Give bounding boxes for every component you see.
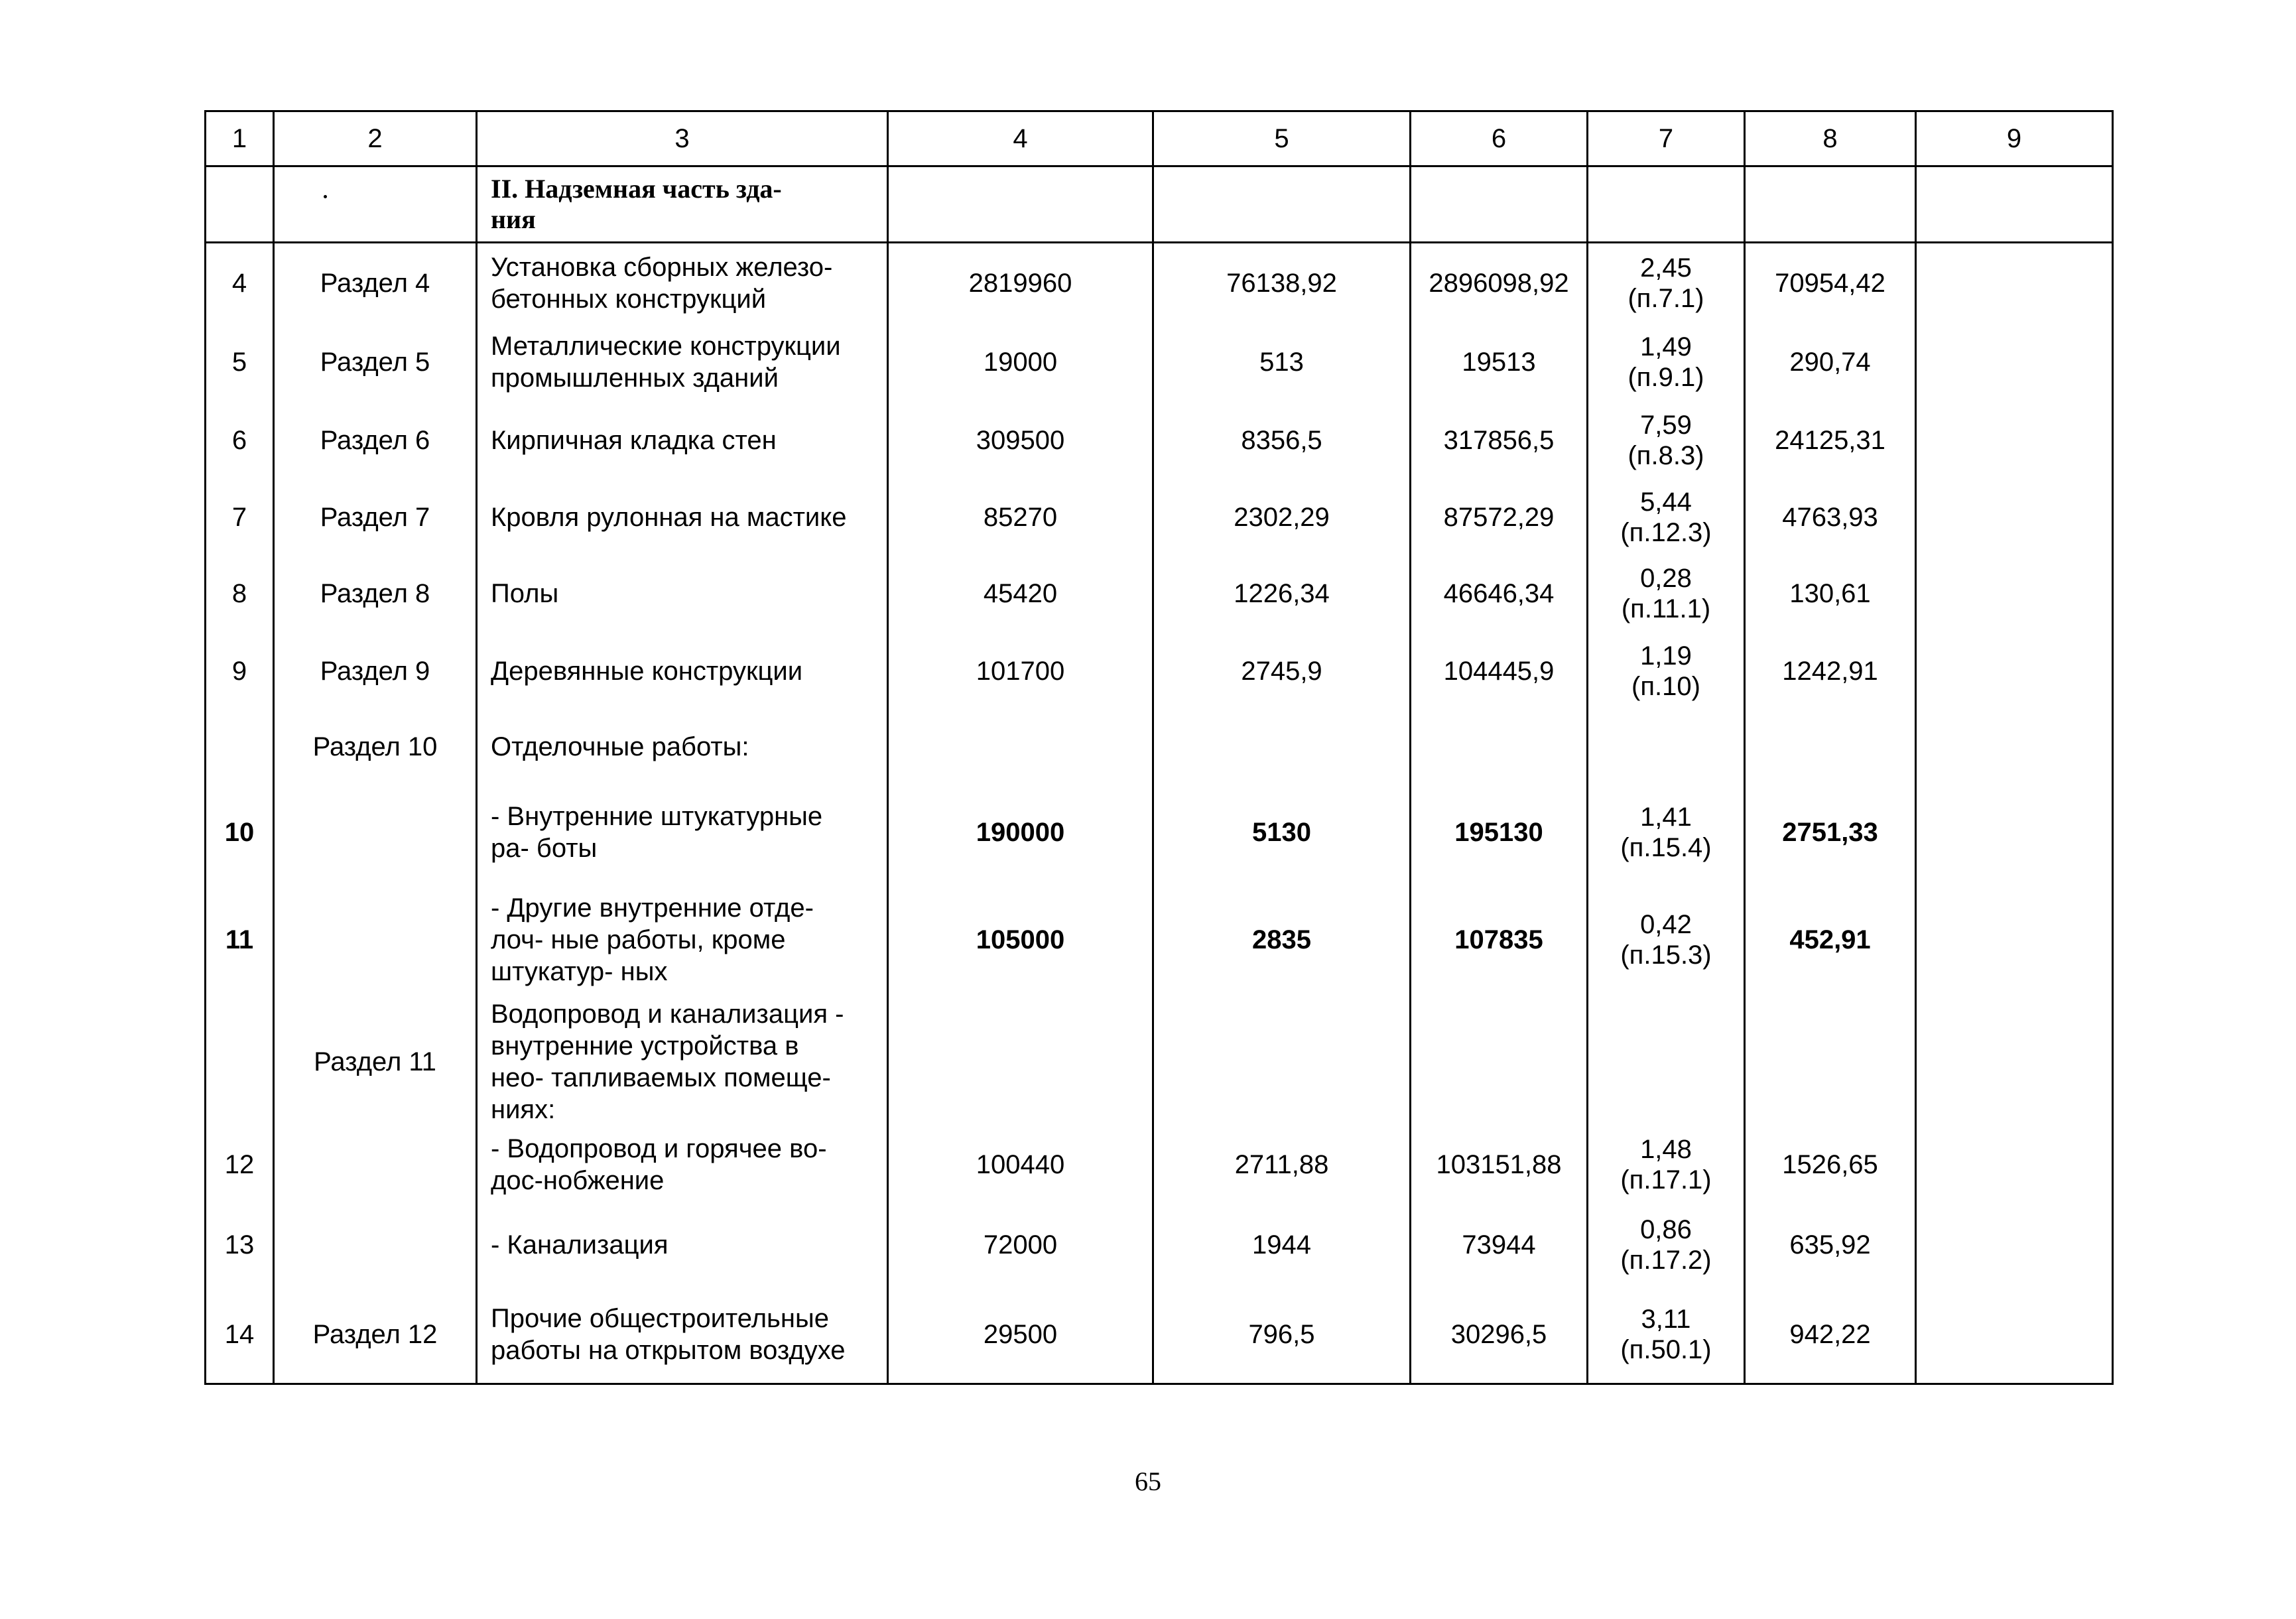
value-col-8: 942,22 bbox=[1745, 1286, 1916, 1384]
cost-col-4: 309500 bbox=[888, 401, 1153, 480]
section-name bbox=[274, 783, 477, 881]
cost-col-5: 2745,9 bbox=[1153, 632, 1411, 710]
value-col-8 bbox=[1745, 710, 1916, 783]
value-col-9 bbox=[1916, 480, 2113, 555]
value-col-8: 1242,91 bbox=[1745, 632, 1916, 710]
section-name bbox=[274, 1126, 477, 1204]
row-number: 9 bbox=[206, 632, 274, 710]
section-name bbox=[274, 881, 477, 998]
table-row bbox=[206, 1126, 2113, 1204]
stray-dot-mark bbox=[324, 195, 327, 198]
table-row bbox=[206, 323, 2113, 401]
coefficient-col-7: 1,48 (п.17.1) bbox=[1588, 1126, 1745, 1204]
cost-col-6: 19513 bbox=[1411, 323, 1588, 401]
section-name: Раздел 10 bbox=[274, 710, 477, 783]
cost-col-5: 2302,29 bbox=[1153, 480, 1411, 555]
value-col-9 bbox=[1916, 998, 2113, 1126]
value-col-9 bbox=[1916, 401, 2113, 480]
work-description: - Другие внутренние отде- лоч- ные работы, кроме штукатур- ных bbox=[477, 881, 888, 998]
table-row bbox=[206, 1286, 2113, 1384]
value-col-8: 290,74 bbox=[1745, 323, 1916, 401]
table-row bbox=[206, 881, 2113, 998]
cost-col-5: 5130 bbox=[1153, 783, 1411, 881]
cost-col-4: 105000 bbox=[888, 881, 1153, 998]
value-col-8: 70954,42 bbox=[1745, 243, 1916, 324]
row-number: 13 bbox=[206, 1204, 274, 1286]
work-description: Деревянные конструкции bbox=[477, 632, 888, 710]
table-row bbox=[206, 710, 2113, 783]
value-col-9 bbox=[1916, 881, 2113, 998]
section-name: Раздел 8 bbox=[274, 555, 477, 632]
section-name: Раздел 4 bbox=[274, 243, 477, 324]
row-number bbox=[206, 998, 274, 1126]
cost-col-4: 190000 bbox=[888, 783, 1153, 881]
column-number: 1 bbox=[206, 111, 274, 166]
section-name: Раздел 5 bbox=[274, 323, 477, 401]
coefficient-col-7: 2,45 (п.7.1) bbox=[1588, 243, 1745, 324]
table-row bbox=[206, 632, 2113, 710]
cost-col-6 bbox=[1411, 998, 1588, 1126]
cost-col-6: 46646,34 bbox=[1411, 555, 1588, 632]
section-name: Раздел 12 bbox=[274, 1286, 477, 1384]
cost-col-4: 2819960 bbox=[888, 243, 1153, 324]
coefficient-col-7: 1,41 (п.15.4) bbox=[1588, 783, 1745, 881]
value-col-9 bbox=[1916, 555, 2113, 632]
row-number: 7 bbox=[206, 480, 274, 555]
cost-col-6: 103151,88 bbox=[1411, 1126, 1588, 1204]
row-number: 6 bbox=[206, 401, 274, 480]
value-col-9 bbox=[1916, 710, 2113, 783]
cost-col-4: 101700 bbox=[888, 632, 1153, 710]
value-col-9 bbox=[1916, 323, 2113, 401]
row-number bbox=[206, 710, 274, 783]
value-col-9 bbox=[1916, 1126, 2113, 1204]
row-number: 5 bbox=[206, 323, 274, 401]
work-description: Установка сборных железо- бетонных конструкций bbox=[477, 243, 888, 324]
value-col-8: 635,92 bbox=[1745, 1204, 1916, 1286]
value-col-8: 4763,93 bbox=[1745, 480, 1916, 555]
page-number: 65 bbox=[1135, 1466, 1161, 1496]
value-col-9 bbox=[1916, 783, 2113, 881]
section-name: Раздел 9 bbox=[274, 632, 477, 710]
coefficient-col-7: 0,86 (п.17.2) bbox=[1588, 1204, 1745, 1286]
cost-col-5: 2835 bbox=[1153, 881, 1411, 998]
cost-col-5 bbox=[1153, 710, 1411, 783]
work-description: Прочие общестроительные работы на открытом воздухе bbox=[477, 1286, 888, 1384]
cost-col-4: 19000 bbox=[888, 323, 1153, 401]
cost-col-5: 2711,88 bbox=[1153, 1126, 1411, 1204]
cost-col-4: 29500 bbox=[888, 1286, 1153, 1384]
work-description: Металлические конструкции промышленных зданий bbox=[477, 323, 888, 401]
column-number: 8 bbox=[1745, 111, 1916, 166]
row-number: 11 bbox=[206, 881, 274, 998]
column-number: 5 bbox=[1153, 111, 1411, 166]
work-description: Отделочные работы: bbox=[477, 710, 888, 783]
cost-col-4: 100440 bbox=[888, 1126, 1153, 1204]
section-name: Раздел 7 bbox=[274, 480, 477, 555]
row-number: 12 bbox=[206, 1126, 274, 1204]
cost-col-6: 195130 bbox=[1411, 783, 1588, 881]
column-number: 3 bbox=[477, 111, 888, 166]
value-col-9 bbox=[1916, 1286, 2113, 1384]
cost-col-4 bbox=[888, 998, 1153, 1126]
cost-col-5: 1226,34 bbox=[1153, 555, 1411, 632]
column-number: 7 bbox=[1588, 111, 1745, 166]
cost-col-4: 72000 bbox=[888, 1204, 1153, 1286]
cost-col-5 bbox=[1153, 998, 1411, 1126]
coefficient-col-7: 0,42 (п.15.3) bbox=[1588, 881, 1745, 998]
coefficient-col-7: 5,44 (п.12.3) bbox=[1588, 480, 1745, 555]
value-col-8: 24125,31 bbox=[1745, 401, 1916, 480]
work-description: Кирпичная кладка стен bbox=[477, 401, 888, 480]
table-row bbox=[206, 1204, 2113, 1286]
estimate-table bbox=[204, 110, 2114, 1385]
work-description: Кровля рулонная на мастике bbox=[477, 480, 888, 555]
work-description: Полы bbox=[477, 555, 888, 632]
work-description: Водопровод и канализация - внутренние устройства в нео- тапливаемых помеще- ниях: bbox=[477, 998, 888, 1126]
cost-col-4 bbox=[888, 710, 1153, 783]
column-number: 9 bbox=[1916, 111, 2113, 166]
section-title: II. Надземная часть зда- ния bbox=[477, 166, 888, 243]
section-title-row bbox=[206, 166, 2113, 243]
table-row bbox=[206, 783, 2113, 881]
section-name: Раздел 11 bbox=[274, 998, 477, 1126]
cost-col-5: 76138,92 bbox=[1153, 243, 1411, 324]
table-row bbox=[206, 555, 2113, 632]
value-col-8: 130,61 bbox=[1745, 555, 1916, 632]
row-number: 14 bbox=[206, 1286, 274, 1384]
cost-col-5: 513 bbox=[1153, 323, 1411, 401]
value-col-9 bbox=[1916, 243, 2113, 324]
coefficient-col-7: 0,28 (п.11.1) bbox=[1588, 555, 1745, 632]
value-col-8 bbox=[1745, 998, 1916, 1126]
cost-col-5: 8356,5 bbox=[1153, 401, 1411, 480]
column-number: 2 bbox=[274, 111, 477, 166]
cost-col-4: 45420 bbox=[888, 555, 1153, 632]
value-col-9 bbox=[1916, 632, 2113, 710]
cost-col-6: 30296,5 bbox=[1411, 1286, 1588, 1384]
cost-col-6: 73944 bbox=[1411, 1204, 1588, 1286]
coefficient-col-7: 7,59 (п.8.3) bbox=[1588, 401, 1745, 480]
work-description: - Водопровод и горячее во- дос-нобжение bbox=[477, 1126, 888, 1204]
table-row bbox=[206, 243, 2113, 324]
value-col-9 bbox=[1916, 1204, 2113, 1286]
value-col-8: 2751,33 bbox=[1745, 783, 1916, 881]
column-number-row bbox=[206, 111, 2113, 166]
section-name: Раздел 6 bbox=[274, 401, 477, 480]
coefficient-col-7: 1,49 (п.9.1) bbox=[1588, 323, 1745, 401]
value-col-8: 452,91 bbox=[1745, 881, 1916, 998]
column-number: 4 bbox=[888, 111, 1153, 166]
cost-col-5: 1944 bbox=[1153, 1204, 1411, 1286]
cost-col-5: 796,5 bbox=[1153, 1286, 1411, 1384]
value-col-8: 1526,65 bbox=[1745, 1126, 1916, 1204]
section-name bbox=[274, 1204, 477, 1286]
work-description: - Канализация bbox=[477, 1204, 888, 1286]
row-number: 4 bbox=[206, 243, 274, 324]
row-number: 8 bbox=[206, 555, 274, 632]
cost-col-6: 87572,29 bbox=[1411, 480, 1588, 555]
cost-col-6: 107835 bbox=[1411, 881, 1588, 998]
column-number: 6 bbox=[1411, 111, 1588, 166]
cost-col-6: 104445,9 bbox=[1411, 632, 1588, 710]
coefficient-col-7: 1,19 (п.10) bbox=[1588, 632, 1745, 710]
coefficient-col-7: 3,11 (п.50.1) bbox=[1588, 1286, 1745, 1384]
table-row bbox=[206, 480, 2113, 555]
coefficient-col-7 bbox=[1588, 710, 1745, 783]
coefficient-col-7 bbox=[1588, 998, 1745, 1126]
table-row bbox=[206, 401, 2113, 480]
cost-col-6 bbox=[1411, 710, 1588, 783]
cost-col-4: 85270 bbox=[888, 480, 1153, 555]
work-description: - Внутренние штукатурные ра- боты bbox=[477, 783, 888, 881]
row-number: 10 bbox=[206, 783, 274, 881]
table-row bbox=[206, 998, 2113, 1126]
cost-col-6: 2896098,92 bbox=[1411, 243, 1588, 324]
cost-col-6: 317856,5 bbox=[1411, 401, 1588, 480]
